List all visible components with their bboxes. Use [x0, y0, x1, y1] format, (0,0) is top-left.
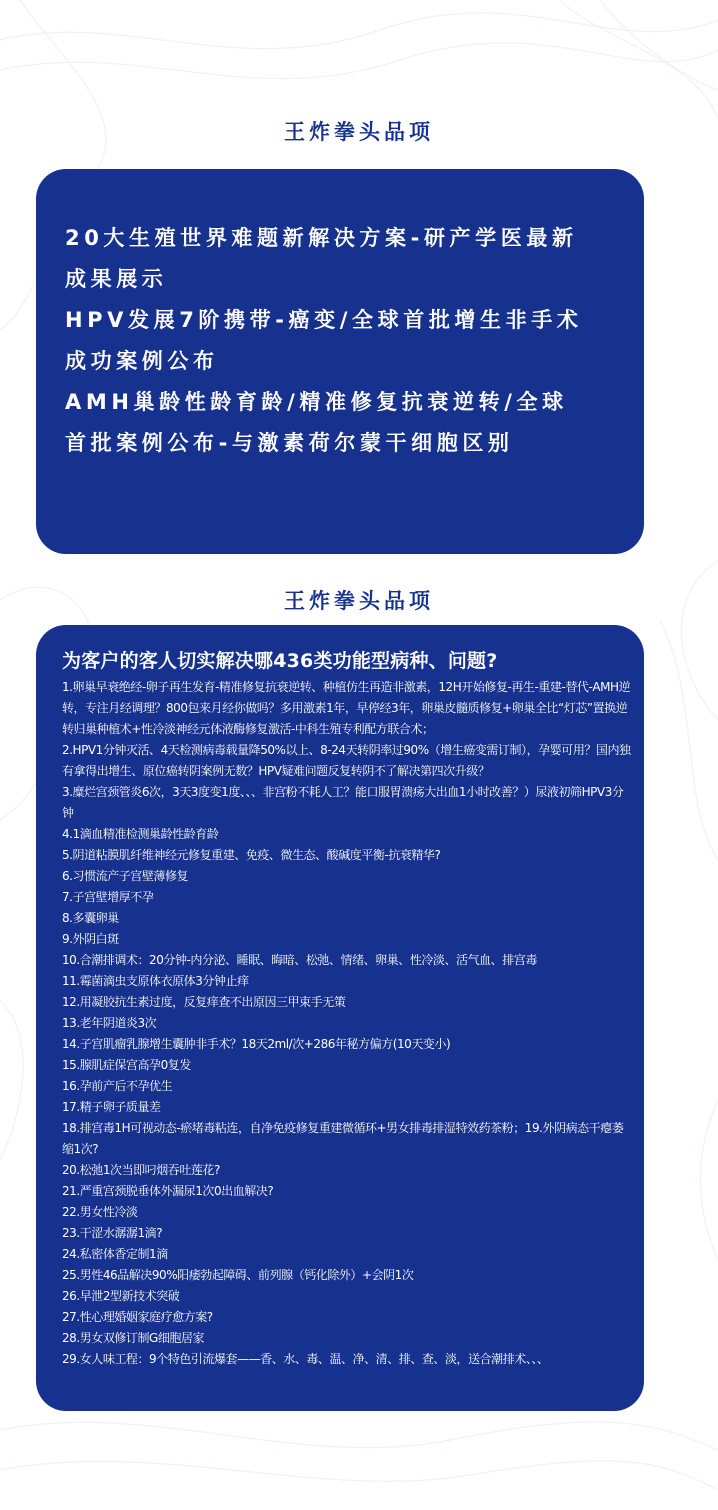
list-item: 24.私密体香定制1滴 [62, 1247, 168, 1261]
list-item: 13.老年阴道炎3次 [62, 1016, 157, 1030]
section-heading-2: 王炸拳头品项 [284, 589, 434, 613]
list-item: 26.早泄2型新技术突破 [62, 1289, 180, 1303]
list-item: 1.卵巢早衰绝经-卵子再生发育-精准修复抗衰逆转、种植仿生再造非激素，12H开始修复-再生-重建-替代-AMH逆转，专注月经调理？800包来月经你做吗？多用激素1年，早停经3年，卵巢皮髓质修复+卵巢全比“灯芯”置换逆转归巢种植术+性冷淡神经元体液酶修复激活-中科生殖专利配方联合术； [62, 680, 631, 736]
headline-line: 成果展示 [65, 267, 168, 291]
headline-line: HPV发展7阶携带-癌变/全球首批增生非手术 [65, 308, 583, 332]
headline-line: 成功案例公布 [65, 349, 219, 373]
section-heading-1: 王炸拳头品项 [284, 120, 434, 144]
list-item: 4.1滴血精准检测巢龄性龄育龄 [62, 827, 219, 841]
problems-list [36, 673, 644, 1370]
headline-list [36, 169, 644, 464]
problems-title: 为客户的客人切实解决哪436类功能型病种、问题? [62, 650, 498, 672]
headline-line: 20大生殖世界难题新解决方案-研产学医最新 [65, 226, 578, 250]
list-item: 17.精子卵子质量差 [62, 1100, 161, 1114]
list-item: 11.霉菌滴虫支原体衣原体3分钟止痒 [62, 974, 249, 988]
list-item: 6.习惯流产子宫壁薄修复 [62, 869, 189, 883]
list-item: 8.多囊卵巢 [62, 911, 119, 925]
list-item: 25.男性46品解决90%阳痿勃起障碍、前列腺（钙化除外）+会阴1次 [62, 1268, 414, 1282]
list-item: 15.腺肌症保宫高孕0复发 [62, 1058, 191, 1072]
headline-line: AMH巢龄性龄育龄/精准修复抗衰逆转/全球 [65, 390, 568, 414]
list-item: 5.阴道粘膜肌纤维神经元修复重建、免疫、微生态、酸碱度平衡-抗衰精华? [62, 848, 441, 862]
list-item: 27.性心理婚姻家庭疗愈方案? [62, 1310, 213, 1324]
list-item: 18.排宫毒1H可视动态-瘀堵毒粘连，自净免疫修复重建微循环+男女排毒排湿特效药茶粉；19.外阴病态干瘪萎缩1次? [62, 1121, 624, 1156]
list-item: 7.子宫壁增厚不孕 [62, 890, 154, 904]
list-item: 12.用凝胶抗生素过度，反复痒查不出原因三甲束手无策 [62, 995, 346, 1009]
list-item: 20.松弛1次当即叼烟吞吐莲花? [62, 1163, 220, 1177]
list-item: 21.严重宫颈脱垂体外漏尿1次0出血解决? [62, 1184, 274, 1198]
list-item: 29.女人味工程：9个特色引流爆套——香、水、毒、温、净、清、排、查、淡，送合潮排术、、、 [62, 1352, 549, 1366]
list-item: 16.孕前产后不孕优生 [62, 1079, 173, 1093]
list-item: 9.外阴白斑 [62, 932, 119, 946]
headline-card [36, 169, 644, 554]
list-item: 22.男女性冷淡 [62, 1205, 138, 1219]
list-item: 28.男女双修订制G细胞居家 [62, 1331, 205, 1345]
list-item: 10.合潮排调术：20分钟-内分泌、睡眠、晦暗、松弛、情绪、卵巢、性冷淡、活气血、排宫毒 [62, 953, 537, 967]
list-item: 2.HPV1分钟灭活、4天检测病毒载量降50%以上、8-24天转阴率过90%（增生癌变需订制），孕婴可用？国内独有拿得出增生、原位癌转阴案例无数？HPV疑难问题反复转阴不了解决第四次升级？ [62, 743, 631, 778]
list-item: 3.糜烂宫颈管炎6次，3天3度变1度、、、非宫粉不耗人工？能口服胃溃疡大出血1小时改善？）尿液初筛HPV3分钟 [62, 785, 624, 820]
list-item: 23.干涩水潺潺1滴? [62, 1226, 163, 1240]
list-item: 14.子宫肌瘤乳腺增生囊肿非手术？18天2ml/次+286年秘方偏方(10天变小) [62, 1037, 451, 1051]
headline-line: 首批案例公布-与激素荷尔蒙干细胞区别 [65, 431, 514, 455]
problems-card [36, 625, 644, 1411]
